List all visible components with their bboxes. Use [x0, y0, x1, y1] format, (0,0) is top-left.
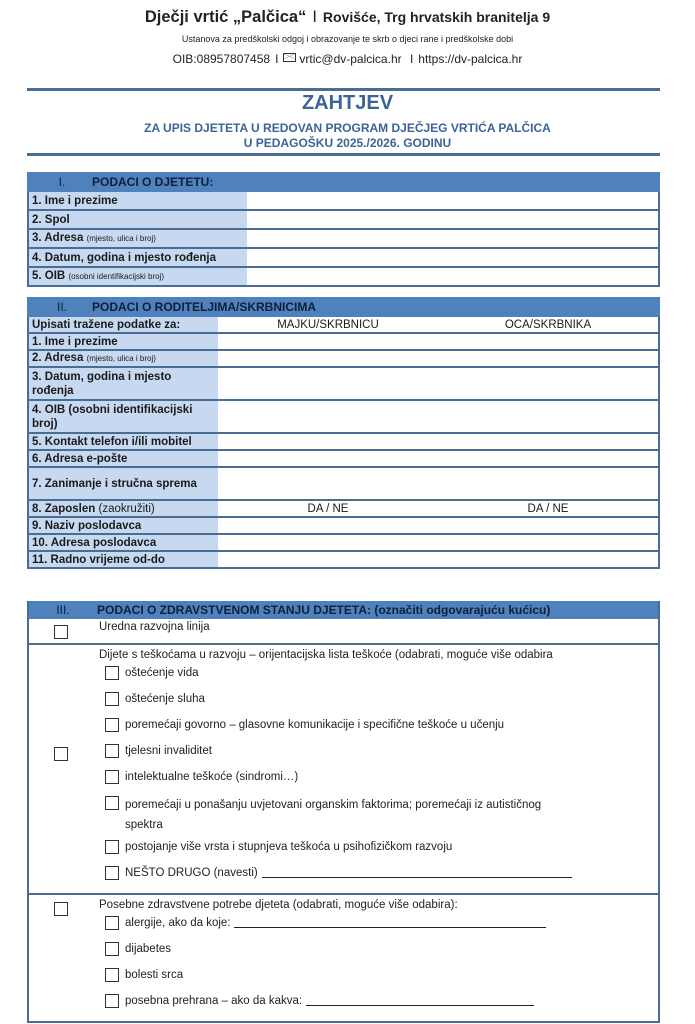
option-checkbox[interactable] [105, 968, 119, 982]
website-link[interactable]: https://dv-palcica.hr [418, 52, 523, 66]
health-group-special-needs [29, 893, 658, 1021]
option-hearing: oštećenje sluha [105, 691, 658, 717]
option-heart-disease: bolesti srca [105, 967, 658, 993]
table-row [28, 350, 659, 367]
section-title: PODACI O DJETETU: [92, 175, 214, 189]
field-label: 5. OIB (osobni identifikacijski broj) [28, 267, 247, 286]
table-row [28, 367, 659, 400]
field-label: 2. Adresa (mjesto, ulica i broj) [28, 350, 218, 367]
option-other: NEŠTO DRUGO (navesti) [105, 865, 658, 885]
child-gender-input[interactable] [247, 210, 659, 229]
mother-occupation-input[interactable] [218, 467, 438, 500]
option-physical: tjelesni invaliditet [105, 743, 658, 769]
father-oib-input[interactable] [438, 400, 659, 433]
table-row [28, 400, 659, 433]
table-row [28, 551, 659, 568]
difficulties-checkbox[interactable] [54, 747, 68, 761]
child-birth-input[interactable] [247, 248, 659, 267]
field-label: 10. Adresa poslodavca [28, 534, 218, 551]
form-title: ZAHTJEV [301, 92, 394, 114]
section-health-data [27, 601, 660, 1023]
envelope-icon [283, 53, 296, 62]
institution-subtitle: Ustanova za predškolski odgoj i obrazovanje te skrb o djeci rane i predškolske dobi [181, 34, 514, 44]
field-label: 11. Radno vrijeme od-do [28, 551, 218, 568]
special-needs-checkbox[interactable] [54, 902, 68, 916]
mother-employer-input[interactable] [218, 517, 438, 534]
father-name-input[interactable] [438, 333, 659, 350]
option-special-diet: posebna prehrana – ako da kakva: [105, 993, 658, 1013]
form-subtitle-line1: ZA UPIS DJETETA U REDOVAN PROGRAM DJEČJEG VRTIĆA PALČICA [144, 121, 551, 135]
diet-fill-line[interactable] [306, 993, 534, 1006]
option-checkbox[interactable] [105, 666, 119, 680]
mother-oib-input[interactable] [218, 400, 438, 433]
field-label: 4. OIB (osobni identifikacijski broj) [28, 400, 218, 433]
section-header [28, 298, 659, 316]
mother-birth-input[interactable] [218, 367, 438, 400]
letterhead-title [0, 8, 695, 27]
table-row [28, 191, 659, 210]
section-number: II. [56, 300, 67, 314]
divider-top [27, 88, 660, 91]
table-row [28, 517, 659, 534]
option-intellectual: intelektualne teškoće (sindromi…) [105, 769, 658, 795]
mother-employer-address-input[interactable] [218, 534, 438, 551]
mother-phone-input[interactable] [218, 433, 438, 450]
oib-text: OIB:08957807458 [172, 52, 271, 66]
mother-email-input[interactable] [218, 450, 438, 467]
option-checkbox[interactable] [105, 744, 119, 758]
father-email-input[interactable] [438, 450, 659, 467]
field-label: 6. Adresa e-pošte [28, 450, 218, 467]
child-oib-input[interactable] [247, 267, 659, 286]
section-number: I. [58, 175, 66, 189]
divider-bottom [27, 153, 660, 156]
normal-development-checkbox[interactable] [54, 625, 68, 639]
field-label: 8. Zaposlen (zaokružiti) [28, 500, 218, 517]
father-birth-input[interactable] [438, 367, 659, 400]
option-checkbox[interactable] [105, 994, 119, 1008]
section-header [28, 173, 659, 191]
institution-name: Dječji vrtić „Palčica“ [144, 8, 307, 26]
allergies-fill-line[interactable] [234, 915, 546, 928]
field-label: 3. Datum, godina i mjesto rođenja [28, 367, 218, 400]
father-employer-address-input[interactable] [438, 534, 659, 551]
separator: I [312, 8, 317, 26]
option-checkbox[interactable] [105, 866, 119, 880]
father-employed-choice[interactable]: DA / NE [438, 500, 659, 517]
email-link[interactable]: vrtic@dv-palcica.hr [299, 52, 402, 66]
section-child-data [27, 172, 660, 287]
field-label: 5. Kontakt telefon i/ili mobitel [28, 433, 218, 450]
contact-line [0, 52, 695, 66]
option-vision: oštećenje vida [105, 665, 658, 691]
institution-address: Rovišće, Trg hrvatskih branitelja 9 [322, 9, 551, 25]
intro-label: Upisati tražene podatke za: [28, 316, 218, 333]
mother-hours-input[interactable] [218, 551, 438, 568]
field-label: 9. Naziv poslodavca [28, 517, 218, 534]
table-row [28, 267, 659, 286]
field-label: 2. Spol [28, 210, 247, 229]
table-row [28, 210, 659, 229]
separator: I [275, 52, 279, 66]
field-label: 3. Adresa (mjesto, ulica i broj) [28, 229, 247, 248]
table-row [28, 333, 659, 350]
mother-employed-choice[interactable]: DA / NE [218, 500, 438, 517]
column-mother: MAJKU/SKRBNICU [218, 316, 438, 333]
mother-address-input[interactable] [218, 350, 438, 367]
option-checkbox[interactable] [105, 796, 119, 810]
group-label: Posebne zdravstvene potrebe djeteta (odabrati, moguće više odabira): [99, 899, 458, 911]
group-label: Dijete s teškoćama u razvoju – orijentacijska lista teškoće (odabrati, moguće više odabira [99, 649, 553, 661]
option-diabetes: dijabetes [105, 941, 658, 967]
section-parents-data [27, 297, 660, 569]
option-checkbox[interactable] [105, 916, 119, 930]
table-row [28, 248, 659, 267]
child-address-input[interactable] [247, 229, 659, 248]
field-label: 7. Zanimanje i stručna sprema [28, 467, 218, 500]
health-group-difficulties [29, 643, 658, 893]
table-row [28, 467, 659, 500]
section-title: PODACI O RODITELJIMA/SKRBNICIMA [92, 300, 317, 314]
father-address-input[interactable] [438, 350, 659, 367]
father-hours-input[interactable] [438, 551, 659, 568]
field-label: 1. Ime i prezime [28, 333, 218, 350]
column-header-row [28, 316, 659, 333]
other-fill-line[interactable] [262, 865, 572, 878]
column-father: OCA/SKRBNIKA [438, 316, 659, 333]
section-title: PODACI O ZDRAVSTVENOM STANJU DJETETA: (označiti odgovarajuću kućicu) [97, 603, 551, 617]
option-checkbox[interactable] [105, 718, 119, 732]
section-header [29, 601, 658, 619]
separator: I [406, 52, 414, 66]
mother-name-input[interactable] [218, 333, 438, 350]
father-employer-input[interactable] [438, 517, 659, 534]
father-occupation-input[interactable] [438, 467, 659, 500]
table-row [28, 534, 659, 551]
option-behavioral: poremećaji u ponašanju uvjetovani organskim faktorima; poremećaji iz autističnog spektra [105, 795, 575, 839]
table-row [28, 450, 659, 467]
option-checkbox[interactable] [105, 692, 119, 706]
section-number: III. [56, 603, 70, 617]
option-allergies: alergije, ako da koje: [105, 915, 658, 941]
option-speech: poremećaji govorno – glasovne komunikacije i specifične teškoće u učenju [105, 717, 658, 743]
option-checkbox[interactable] [105, 770, 119, 784]
table-row [28, 229, 659, 248]
child-name-input[interactable] [247, 191, 659, 210]
field-label: 4. Datum, godina i mjesto rođenja [28, 248, 247, 267]
health-group-normal [29, 619, 658, 643]
option-checkbox[interactable] [105, 840, 119, 854]
father-phone-input[interactable] [438, 433, 659, 450]
field-label: 1. Ime i prezime [28, 191, 247, 210]
group-label: Uredna razvojna linija [99, 621, 210, 633]
form-subtitle-line2: U PEDAGOŠKU 2025./2026. GODINU [243, 136, 452, 150]
table-row [28, 500, 659, 517]
option-checkbox[interactable] [105, 942, 119, 956]
table-row [28, 433, 659, 450]
option-multiple: postojanje više vrsta i stupnjeva teškoća u psihofizičkom razvoju [105, 839, 658, 865]
